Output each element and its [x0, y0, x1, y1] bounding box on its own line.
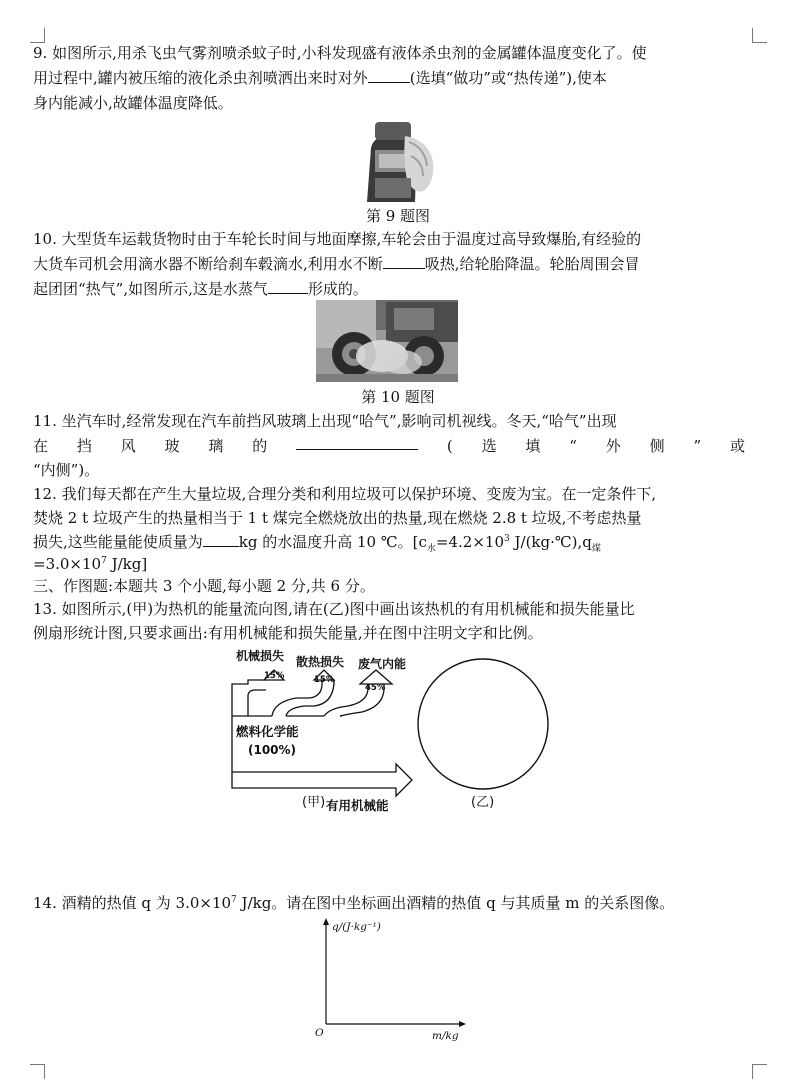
q11-word: 选: [481, 437, 497, 455]
x-axis-label: m/kg: [432, 1030, 459, 1042]
q10-line-1: 10. 大型货车运载货物时由于车轮长时间与地面摩擦,车轮会由于温度过高导致爆胎,有经验的: [33, 230, 642, 248]
q12-line-4: [33, 553, 147, 575]
q11-word: “: [569, 437, 577, 455]
q9-figure-caption: 第 9 题图: [365, 207, 431, 225]
q12-line-4-unit: J/kg]: [106, 555, 148, 573]
q9-line-2-tail: (选填“做功”或“热传递”),使本: [409, 69, 607, 87]
exhaust-loss-label: 废气内能: [358, 657, 407, 671]
figure-yi-label: (乙): [471, 795, 495, 810]
q10-line-2-text: 大货车司机会用滴水器不断给刹车毂滴水,利用水不断: [33, 255, 383, 273]
q14-axes-graph[interactable]: [312, 912, 472, 1042]
q12-line-3-value: =4.2×10: [435, 533, 505, 551]
q11-word: (: [446, 437, 453, 455]
q10-answer-blank-1[interactable]: [383, 254, 425, 269]
flow-outline: [232, 680, 266, 716]
crop-mark-bottom-left: [30, 1064, 45, 1079]
q14-text: 14. 酒精的热值 q 为 3.0×10: [33, 894, 232, 912]
q12-line-2: 焚烧 2 t 垃圾产生的热量相当于 1 t 煤完全燃烧放出的热量,现在燃烧 2.8 t 垃圾,不考虑热量: [33, 509, 642, 527]
y-axis-label: q/(J·kg⁻¹): [332, 921, 381, 933]
q9-line-2: [33, 67, 607, 89]
q14-line: [33, 892, 674, 914]
q12-line-3-unit: J/(kg·℃),q: [509, 533, 592, 551]
q12-line-1: 12. 我们每天都在产生大量垃圾,合理分类和利用垃圾可以保护环境、变废为宝。在一定条件下,: [33, 485, 657, 503]
figure-jia-label: (甲): [302, 795, 326, 810]
q10-line-2-tail: 吸热,给轮胎降温。轮胎周围会冒: [424, 255, 640, 273]
q14-text-tail: J/kg。请在图中坐标画出酒精的热值 q 与其质量 m 的关系图像。: [236, 894, 675, 912]
q12-subscript-coal: 煤: [591, 544, 601, 554]
q12-line-3: [33, 531, 601, 553]
truck-wheel-illustration: [316, 300, 458, 382]
q11-answer-blank[interactable]: [296, 435, 418, 450]
q12-line-3-text: 损失,这些能量能使质量为: [33, 533, 203, 551]
q11-word: 或: [729, 437, 745, 455]
mechanical-loss-percent: 15%: [264, 671, 285, 681]
q11-word: ”: [693, 437, 702, 455]
q11-line-2: [33, 435, 745, 457]
q11-word: 挡: [76, 437, 92, 455]
spray-can-illustration: [345, 120, 435, 202]
q9-line-3: 身内能减小,故罐体温度降低。: [33, 94, 233, 112]
q13-line-2: 例扇形统计图,只要求画出:有用机械能和损失能量,并在图中注明文字和比例。: [33, 624, 543, 642]
q11-word: 风: [120, 437, 136, 455]
useful-mechanical-energy-label: 有用机械能: [326, 798, 389, 813]
q12-line-3-formula: kg 的水温度升高 10 ℃。[c: [238, 533, 427, 551]
q13-figure: [226, 644, 566, 822]
q11-word: 外: [605, 437, 621, 455]
crop-mark-top-left: [30, 28, 45, 43]
spray-can-photo: [345, 120, 435, 202]
q9-line-2-text: 用过程中,罐内被压缩的液化杀虫剂喷洒出来时对外: [33, 69, 368, 87]
exhaust-loss-percent: 45%: [365, 683, 386, 693]
q9-answer-blank[interactable]: [368, 68, 410, 83]
fuel-chemical-energy-label: 燃料化学能: [236, 724, 299, 739]
q9-line-1: 9. 如图所示,用杀飞虫气雾剂喷杀蚊子时,小科发现盛有液体杀虫剂的金属罐体温度变化了。使: [33, 44, 647, 62]
q10-line-3-text: 起团团“热气”,如图所示,这是水蒸气: [33, 280, 268, 298]
q11-word: 玻: [164, 437, 180, 455]
q10-line-2: [33, 253, 640, 275]
pie-chart-circle[interactable]: [418, 659, 548, 789]
q12-exponent-3: 3: [504, 534, 510, 544]
q11-word: 侧: [649, 437, 665, 455]
q12-answer-blank[interactable]: [203, 532, 239, 547]
mechanical-loss-label: 机械损失: [236, 649, 285, 663]
q10-answer-blank-2[interactable]: [268, 279, 308, 294]
q11-word: 在: [33, 437, 49, 455]
exhaust-loss-arrowhead: [360, 670, 392, 684]
crop-mark-bottom-right: [752, 1064, 767, 1079]
q10-line-3-tail: 形成的。: [307, 280, 368, 298]
q10-figure-caption: 第 10 题图: [361, 388, 435, 406]
q11-word: 璃: [208, 437, 224, 455]
q14-exponent: 7: [231, 895, 237, 905]
heat-loss-percent: 15%: [314, 675, 335, 685]
fuel-chemical-energy-percent: (100%): [248, 743, 297, 757]
y-axis-arrow: [323, 918, 329, 925]
q13-line-1: 13. 如图所示,(甲)为热机的能量流向图,请在(乙)图中画出该热机的有用机械能和损失能量比: [33, 600, 635, 618]
truck-wheel-photo: [316, 300, 458, 382]
q12-line-4-value: =3.0×10: [33, 555, 102, 573]
q11-word: 的: [252, 437, 268, 455]
q10-line-3: [33, 278, 368, 300]
section-3-title: 三、作图题:本题共 3 个小题,每小题 2 分,共 6 分。: [33, 577, 375, 595]
x-axis-arrow: [459, 1021, 466, 1027]
q11-line-3: “内侧”)。: [33, 461, 100, 479]
origin-label: O: [315, 1027, 324, 1039]
q11-word: 填: [525, 437, 541, 455]
heat-loss-label: 散热损失: [296, 655, 345, 669]
q12-subscript-water: 水: [426, 544, 436, 554]
q11-line-1: 11. 坐汽车时,经常发现在汽车前挡风玻璃上出现“哈气”,影响司机视线。冬天,“哈气”出现: [33, 412, 617, 430]
q12-exponent-7: 7: [101, 556, 107, 566]
crop-mark-top-right: [752, 28, 767, 43]
